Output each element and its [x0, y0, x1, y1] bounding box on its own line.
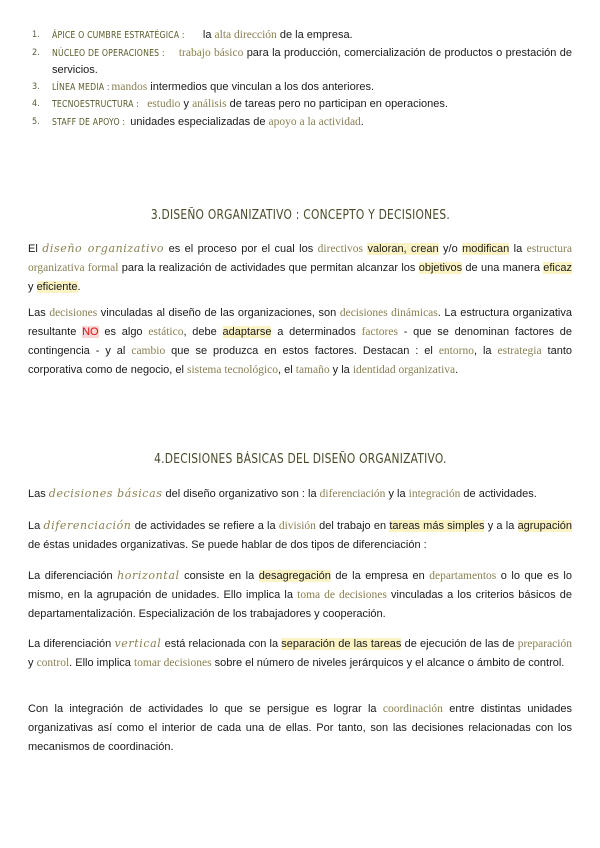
handwritten-term: diseño organizativo — [42, 242, 165, 255]
list-text: para la producción, comercialización de productos o prestación de servicios. — [52, 47, 572, 76]
paragraph: La diferenciación horizontal consiste en la desagregación de la empresa en departamentos o lo que es lo mismo, en la agrupación de unidades. Ello implica la toma de decisiones vinculadas a los criterios básicos de departamentalización. Especialización de los trabajadores y cooperación. — [28, 569, 572, 620]
term: control — [36, 657, 70, 669]
list-term: análisis — [192, 98, 227, 110]
term: estático — [148, 326, 184, 338]
list-text: de la empresa. — [276, 29, 353, 41]
section-heading: 4.DECISIONES BÁSICAS DEL DISEÑO ORGANIZATIVO. — [153, 452, 447, 467]
list-text: la — [199, 29, 215, 41]
term: diferenciación — [319, 488, 386, 500]
list-text: y — [180, 98, 193, 110]
list-keyword: NÚCLEO DE OPERACIONES : — [52, 48, 165, 59]
handwritten-term: diferenciación — [43, 519, 132, 532]
term: decisiones — [49, 307, 98, 319]
term: identidad organizativa — [352, 364, 456, 376]
paragraph: Con la integración de actividades lo que se persigue es lograr la coordinación entre distintas unidades organizativas así como el interior de cada una de ellas. Por tanto, son las decisiones relacionadas con los mecanismos de coordinación. — [28, 703, 572, 753]
highlight: separación de las tareas — [281, 638, 402, 650]
term: decisiones dinámicas — [339, 307, 438, 319]
term: sistema tecnológico — [186, 364, 279, 376]
highlight: eficiente — [36, 281, 78, 293]
highlight: eficaz — [543, 262, 572, 274]
section-heading: 3.DISEÑO ORGANIZATIVO : CONCEPTO Y DECISIONES. — [150, 208, 450, 223]
highlight: objetivos — [418, 262, 463, 274]
list-term: trabajo básico — [178, 47, 244, 59]
list-number: 4. — [32, 99, 40, 109]
list-term: estudio — [147, 98, 181, 110]
highlight: agrupación — [517, 520, 572, 532]
term: estructura organizativa formal — [28, 243, 572, 274]
list-keyword: TECNOESTRUCTURA : — [52, 99, 140, 110]
term: directivos — [317, 243, 364, 255]
term: departamentos — [429, 570, 497, 582]
list-keyword: STAFF DE APOYO : — [52, 117, 126, 128]
list-text: de tareas pero no participan en operaciones. — [226, 98, 448, 110]
list-number: 3. — [32, 82, 40, 92]
term: preparación — [517, 638, 572, 650]
red-highlight: NO — [82, 326, 99, 338]
term: tamaño — [295, 364, 330, 376]
highlight: desagregación — [258, 570, 331, 582]
handwritten-term: vertical — [114, 637, 162, 650]
highlight: modifican — [462, 243, 510, 255]
list-term: apoyo a la actividad — [268, 116, 361, 128]
term: factores — [361, 326, 398, 338]
paragraph: Las decisiones básicas del diseño organizativo son : la diferenciación y la integración de actividades. — [28, 487, 537, 500]
paragraph: El diseño organizativo es el proceso por el cual los directivos valoran, crean y/o modifican la estructura organizativa formal para la realización de actividades que permitan alcanzar los objetivos de una manera eficaz y eficiente. — [28, 242, 572, 293]
highlight: adaptarse — [222, 326, 272, 338]
paragraph: Las decisiones vinculadas al diseño de las organizaciones, son decisiones dinámicas. La estructura organizativa resultante NO es algo estático, debe adaptarse a determinados factores - que se denominan factores de contingencia - y al cambio que se produzca en estos factores. Destacan : el entorno, la estrategia tanto corporativa como de negocio, el sistema tecnológico, el tamaño y la identidad organizativa. — [28, 307, 573, 376]
handwritten-term: decisiones básicas — [48, 487, 163, 500]
handwritten-term: horizontal — [117, 569, 180, 582]
list-number: 5. — [32, 117, 40, 127]
list-number: 1. — [32, 30, 40, 40]
term: toma de decisiones — [297, 589, 387, 601]
highlight: tareas más simples — [389, 520, 485, 532]
list-keyword: LÍNEA MEDIA : — [52, 82, 110, 93]
list-keyword: ÁPICE O CUMBRE ESTRATÉGICA : — [52, 30, 185, 41]
paragraph: La diferenciación de actividades se refiere a la división del trabajo en tareas más simples y a la agrupación de éstas unidades organizativas. Se puede hablar de dos tipos de diferenciación : — [28, 519, 572, 551]
list-text: unidades especializadas de — [127, 116, 269, 128]
paragraph: La diferenciación vertical está relacionada con la separación de las tareas de ejecución de las de preparación y control. Ello implica tomar decisiones sobre el número de niveles jerárquicos y el alcance o ámbito de control. — [28, 637, 572, 669]
list-text: . — [360, 116, 364, 128]
term: integración — [408, 488, 461, 500]
term: entorno — [438, 345, 474, 357]
list-text: intermedios que vinculan a los dos anteriores. — [147, 81, 375, 93]
term: coordinación — [382, 703, 443, 715]
highlight: valoran, crean — [367, 243, 439, 255]
list-term: alta dirección — [214, 29, 277, 41]
list-number: 2. — [32, 48, 40, 58]
term: cambio — [131, 345, 166, 357]
term: tomar decisiones — [133, 657, 212, 669]
term: estrategia — [497, 345, 542, 357]
list-term: mandos — [111, 81, 148, 93]
term: división — [278, 520, 316, 532]
